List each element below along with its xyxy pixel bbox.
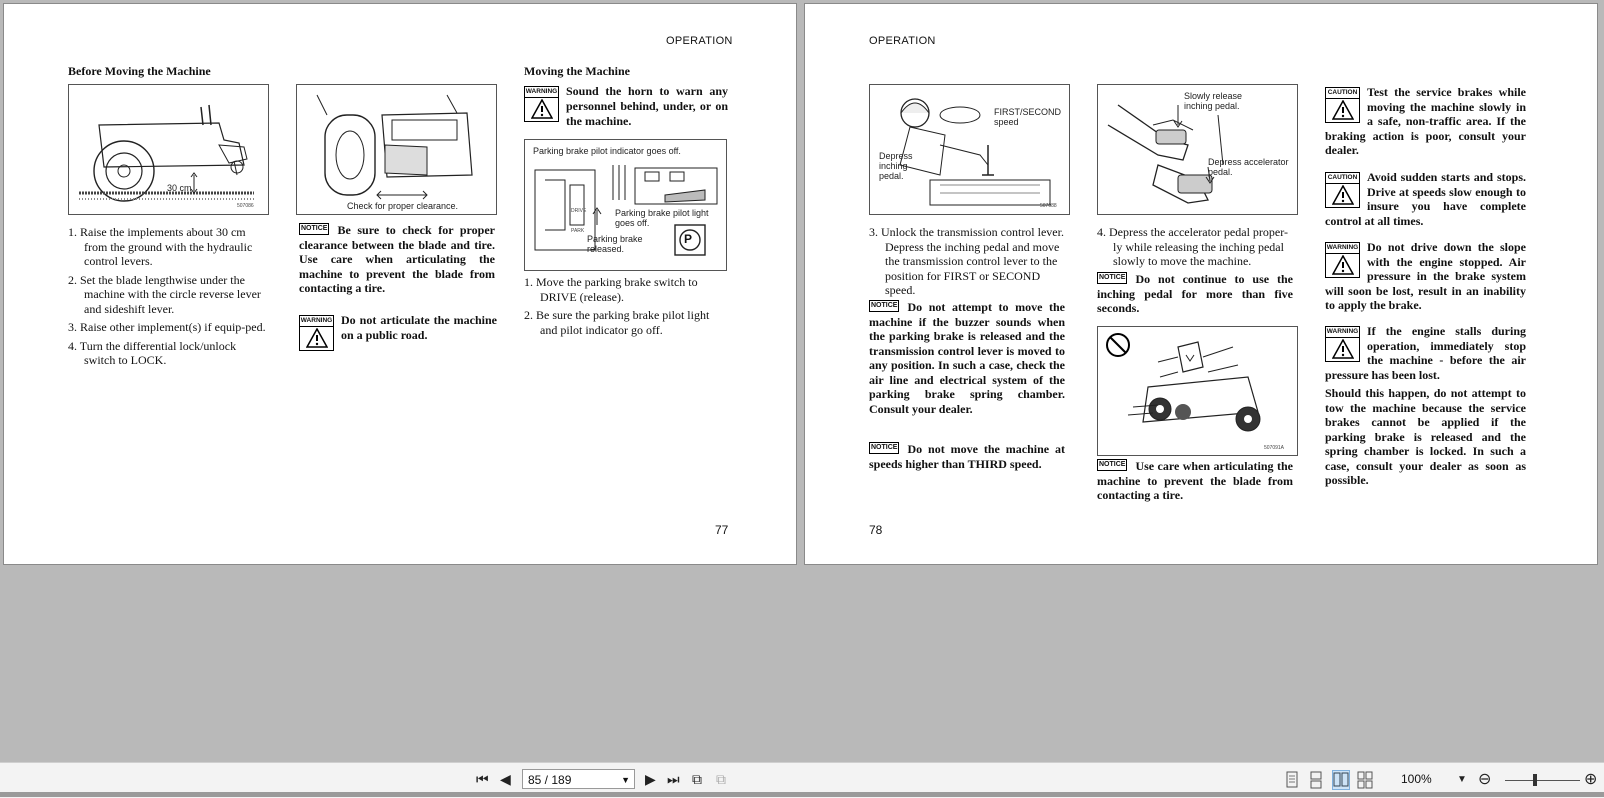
page-number: 77 — [715, 523, 729, 537]
articulation-warning-figure — [1097, 326, 1298, 456]
warning-triangle-icon — [306, 328, 328, 348]
notice-text: Use care when articulating the machine to prevent the blade from contacting a tire. — [1097, 459, 1293, 502]
parking-p-icon: P — [684, 232, 693, 246]
blade-clearance-figure — [296, 84, 497, 215]
notice-tag: NOTICE — [869, 442, 899, 454]
continuous-icon[interactable] — [1308, 771, 1324, 789]
two-page-continuous-icon[interactable] — [1357, 771, 1373, 789]
caution-brakes-text — [1325, 85, 1526, 158]
warning-triangle-icon — [531, 99, 553, 119]
warning-tag: WARNING — [300, 316, 333, 327]
figure-number: 507088 — [1040, 203, 1057, 209]
notice-text: Do not attempt to move the machine if the buzzer sounds when the parking brake is released and the transmission control lever is moved to any position. In such a case, check the air line and electrical system of the parking brake spring chamber. Consult your dealer. — [869, 300, 1065, 416]
next-page-icon[interactable]: ▶ — [645, 771, 656, 787]
page-header: OPERATION — [869, 35, 936, 47]
park-label: PARK — [571, 228, 585, 234]
step-list — [68, 225, 268, 372]
pedal-figure — [1097, 84, 1298, 215]
section-title: Before Moving the Machine — [68, 64, 211, 78]
caution-tag: CAUTION — [1326, 88, 1359, 99]
warning-tag: WARNING — [1326, 243, 1359, 254]
zoom-out-icon[interactable]: ⊖ — [1478, 771, 1492, 788]
list-item: 3. Raise other implement(s) if equip-ped. — [68, 320, 266, 334]
notice-text: Be sure to check for proper clearance between the blade and tire. Use care when articulating the machine to prevent the blade from contacting a tire. — [299, 223, 495, 295]
indicator-label: Parking brake pilot indicator goes off. — [533, 146, 681, 156]
previous-page-icon[interactable]: ◀ — [500, 771, 511, 787]
warning-stall-text — [1325, 324, 1526, 382]
warning-text: If the engine stalls during operation, immediately stop the machine - before the air pressure has been lost. — [1325, 324, 1526, 382]
chevron-down-icon[interactable]: ▼ — [1457, 774, 1467, 785]
zoom-slider-handle[interactable] — [1533, 774, 1537, 786]
two-page-icon[interactable] — [1332, 770, 1350, 790]
speed-label: FIRST/SECOND speed — [994, 107, 1062, 127]
page-number: 78 — [869, 523, 883, 537]
list-item: 3. Unlock the transmission control lever. Depress the inching pedal and move the transmission control lever to the position for FIRST or SECOND speed. — [869, 225, 1064, 297]
notice-text: Do not move the machine at speeds higher than THIRD speed. — [869, 442, 1065, 471]
slow-release-label: Slowly release inching pedal. — [1184, 91, 1243, 111]
right-page — [804, 3, 1598, 565]
warning-slope-text — [1325, 240, 1526, 313]
rotate-icon[interactable]: ⧉ — [692, 771, 702, 787]
zoom-level[interactable]: 100% — [1401, 772, 1432, 786]
zoom-slider[interactable] — [1505, 780, 1580, 781]
page-number-select[interactable] — [522, 769, 635, 789]
list-item: 1. Raise the implements about 30 cm from the ground with the hydraulic control levers. — [68, 225, 253, 268]
notice-speed — [869, 442, 1065, 471]
released-label: Parking brake released. — [587, 234, 643, 254]
caution-text: Avoid sudden starts and stops. Drive at speeds slow enough to insure you have complete control at all times. — [1325, 170, 1526, 228]
caution-starts-text — [1325, 170, 1526, 228]
notice-inching — [1097, 272, 1293, 316]
warning-text: Do not drive down the slope with the engine stopped. Air pressure in the brake system will soon be lost, result in an inability to apply the brake. — [1325, 240, 1526, 312]
warning-symbol — [299, 315, 334, 351]
list-item: 4. Depress the accelerator pedal proper-ly while releasing the inching pedal slowly to move the machine. — [1097, 225, 1288, 268]
step-list — [869, 225, 1069, 302]
status-strip — [0, 792, 1604, 797]
pilot-light-label: Parking brake pilot light goes off. — [615, 208, 709, 228]
figure-caption: Check for proper clearance. — [347, 201, 459, 211]
notice-articulating — [1097, 459, 1293, 503]
height-label: 30 cm — [167, 183, 192, 193]
tow-advice-text: Should this happen, do not attempt to tow the machine because the service brakes cannot be applied if the parking brake is released and the spring chamber is locked. In such a case, consult your dealer as soon as possible. — [1325, 386, 1526, 487]
notice-text: Do not continue to use the inching pedal for more than five seconds. — [1097, 272, 1293, 315]
inching-pedal-label: Depress inching pedal. — [879, 151, 913, 181]
single-page-icon[interactable] — [1284, 771, 1300, 789]
notice-blade-clearance — [299, 223, 495, 296]
page-indicator: 85 / 189 — [528, 773, 572, 787]
chevron-down-icon: ▼ — [621, 775, 630, 785]
page-header: OPERATION — [666, 35, 733, 47]
drive-label: DRIVE — [571, 208, 587, 214]
warning-text: Do not articulate the machine on a public road. — [341, 313, 497, 342]
warning-tag: WARNING — [1326, 327, 1359, 338]
list-item: 1. Move the parking brake switch to DRIVE (release). — [524, 275, 698, 304]
list-item: 2. Set the blade lengthwise under the machine with the circle reverse lever and sideshift lever. — [68, 272, 261, 316]
first-page-icon[interactable]: ⏮ — [476, 771, 489, 787]
left-page — [3, 3, 797, 565]
caution-text: Test the service brakes while moving the machine slowly in a safe, non-traffic area. If the braking action is poor, consult your dealer. — [1325, 85, 1526, 157]
warning-text: Sound the horn to warn any personnel behind, under, or on the machine. — [566, 84, 728, 128]
caution-tag: CAUTION — [1326, 173, 1359, 184]
notice-tag: NOTICE — [299, 223, 329, 235]
warning-symbol — [524, 86, 559, 122]
notice-tag: NOTICE — [1097, 459, 1127, 471]
notice-buzzer — [869, 300, 1065, 416]
step-list — [1097, 225, 1297, 273]
fit-icon[interactable]: ⧉ — [716, 771, 726, 787]
warning-tag: WARNING — [525, 87, 558, 98]
transmission-figure — [869, 84, 1070, 215]
figure-number: 507086 — [237, 203, 254, 209]
figure-number: 507091A — [1264, 445, 1285, 451]
list-item: 2. Be sure the parking brake pilot light and pilot indicator go off. — [524, 308, 710, 337]
section-title: Moving the Machine — [524, 64, 630, 78]
list-item: 4. Turn the differential lock/unlock switch to LOCK. — [68, 338, 237, 367]
accelerator-label: Depress accelerator pedal. — [1208, 157, 1289, 177]
parking-brake-figure — [524, 139, 727, 271]
notice-tag: NOTICE — [1097, 272, 1127, 284]
zoom-in-icon[interactable]: ⊕ — [1584, 771, 1598, 788]
step-list — [524, 275, 726, 341]
grader-raise-figure — [68, 84, 269, 215]
notice-tag: NOTICE — [869, 300, 899, 312]
last-page-icon[interactable]: ⏭ — [667, 771, 680, 787]
